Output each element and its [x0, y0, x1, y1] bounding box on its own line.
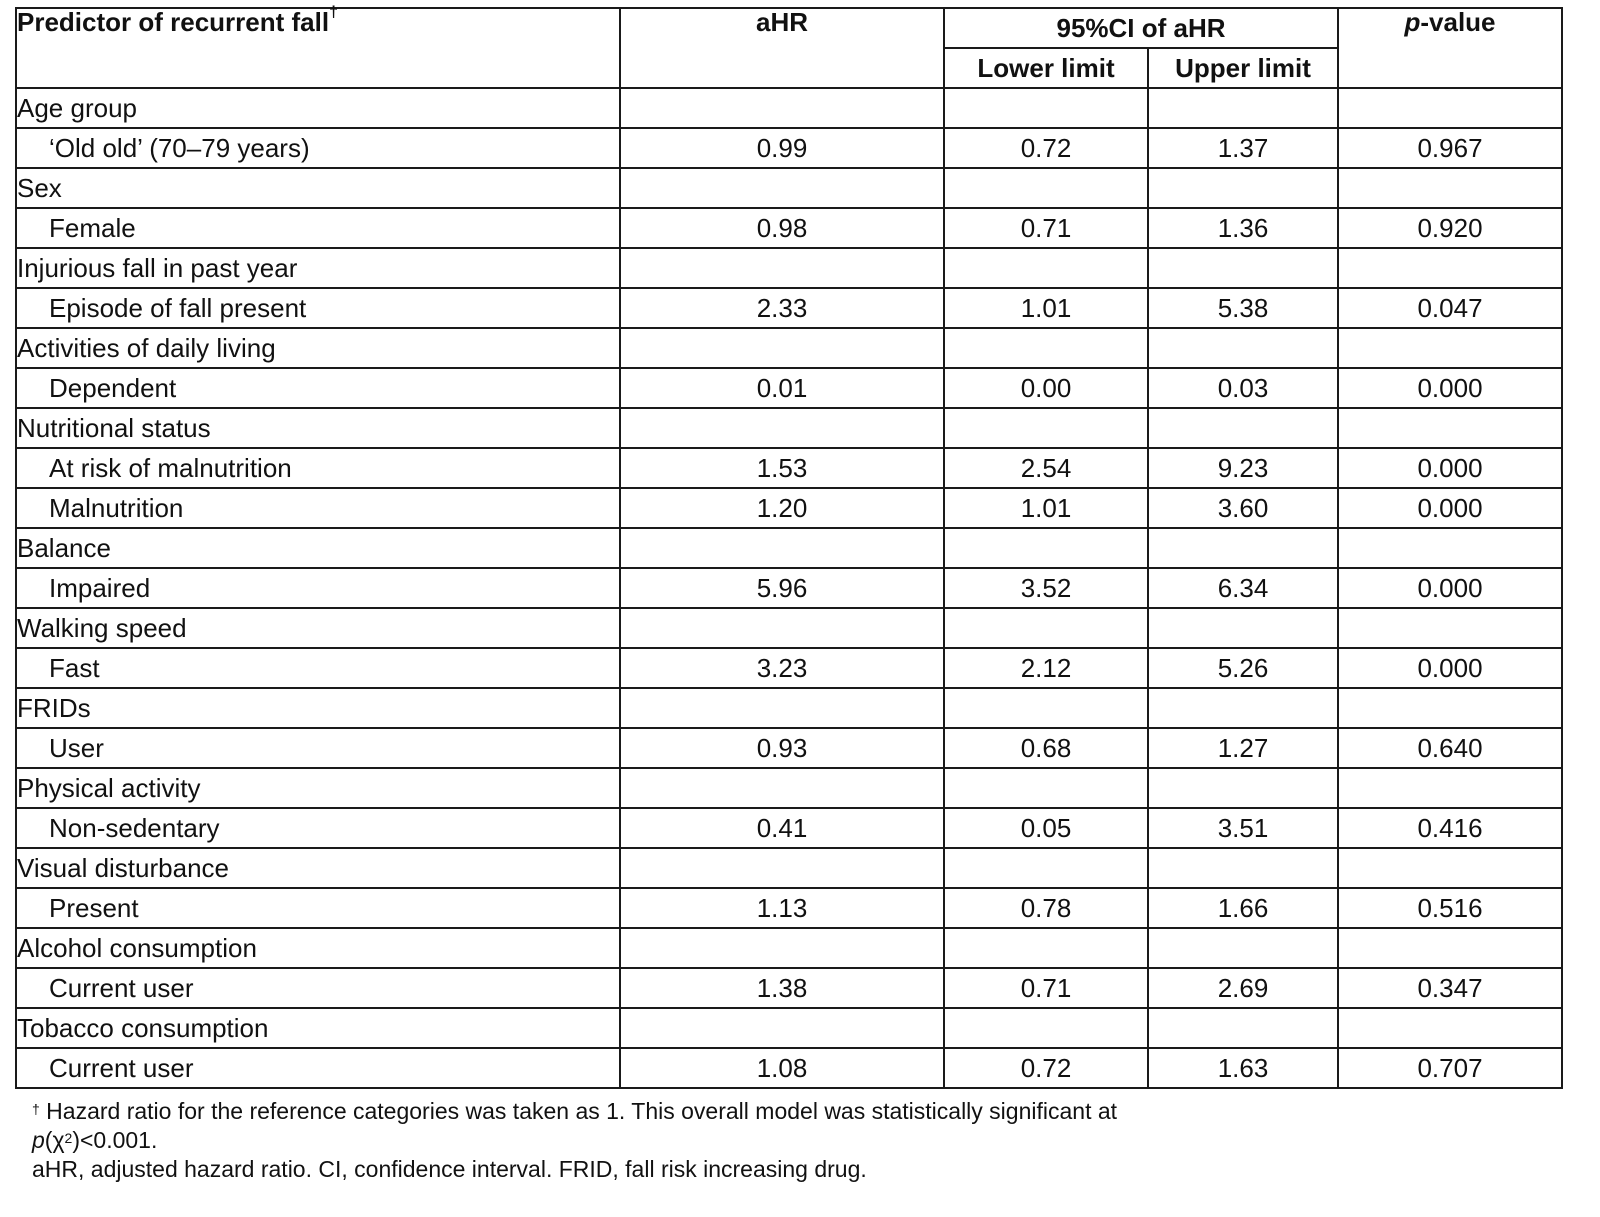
empty-cell: [620, 1008, 944, 1048]
category-label: At risk of malnutrition: [16, 448, 620, 488]
p-value: 0.000: [1338, 368, 1562, 408]
ahr-value: 2.33: [620, 288, 944, 328]
ahr-value: 3.23: [620, 648, 944, 688]
ci-lower-value: 2.12: [944, 648, 1148, 688]
footnote-abbreviations: aHR, adjusted hazard ratio. CI, confidence interval. FRID, fall risk increasing drug.: [32, 1156, 867, 1182]
predictor-group-label: Injurious fall in past year: [16, 248, 620, 288]
ci-upper-value: 9.23: [1148, 448, 1338, 488]
empty-cell: [1148, 768, 1338, 808]
ahr-value: 0.99: [620, 128, 944, 168]
empty-cell: [944, 408, 1148, 448]
p-value: 0.707: [1338, 1048, 1562, 1088]
empty-cell: [1148, 688, 1338, 728]
table-footnotes: [32, 1097, 1332, 1184]
dagger-mark: †: [329, 4, 338, 21]
empty-cell: [1338, 928, 1562, 968]
empty-cell: [944, 528, 1148, 568]
ahr-value: 0.01: [620, 368, 944, 408]
empty-cell: [1148, 408, 1338, 448]
footnote-dagger: † Hazard ratio for the reference categories was taken as 1. This overall model was statistically significant at: [32, 1098, 1118, 1124]
category-label: ‘Old old’ (70–79 years): [16, 128, 620, 168]
table-row: [16, 808, 1562, 848]
table-row: [16, 968, 1562, 1008]
empty-cell: [1148, 608, 1338, 648]
hazard-ratio-table: [15, 4, 1563, 1089]
ahr-value: 1.20: [620, 488, 944, 528]
ci-upper-value: 1.37: [1148, 128, 1338, 168]
table-row: [16, 128, 1562, 168]
group-header-row: [16, 328, 1562, 368]
empty-cell: [944, 928, 1148, 968]
p-value: 0.000: [1338, 488, 1562, 528]
p-value: 0.516: [1338, 888, 1562, 928]
group-header-row: [16, 88, 1562, 128]
ci-upper-value: 1.66: [1148, 888, 1338, 928]
ci-lower-value: 3.52: [944, 568, 1148, 608]
empty-cell: [944, 848, 1148, 888]
p-value: 0.047: [1338, 288, 1562, 328]
empty-cell: [620, 328, 944, 368]
table-row: [16, 208, 1562, 248]
empty-cell: [620, 528, 944, 568]
empty-cell: [620, 608, 944, 648]
ahr-value: 1.13: [620, 888, 944, 928]
ci-lower-value: 0.00: [944, 368, 1148, 408]
empty-cell: [1338, 168, 1562, 208]
predictor-group-label: Alcohol consumption: [16, 928, 620, 968]
category-label: User: [16, 728, 620, 768]
group-header-row: [16, 928, 1562, 968]
ci-upper-value: 6.34: [1148, 568, 1338, 608]
ci-upper-value: 1.63: [1148, 1048, 1338, 1088]
ci-lower-value: 0.05: [944, 808, 1148, 848]
ahr-value: 1.08: [620, 1048, 944, 1088]
empty-cell: [1338, 408, 1562, 448]
empty-cell: [620, 768, 944, 808]
empty-cell: [1338, 608, 1562, 648]
table-row: [16, 728, 1562, 768]
p-value: 0.000: [1338, 448, 1562, 488]
empty-cell: [1148, 168, 1338, 208]
ci-upper-value: 3.60: [1148, 488, 1338, 528]
empty-cell: [944, 248, 1148, 288]
empty-cell: [1148, 528, 1338, 568]
empty-cell: [620, 168, 944, 208]
table-row: [16, 1048, 1562, 1088]
table-row: [16, 568, 1562, 608]
empty-cell: [1148, 328, 1338, 368]
empty-cell: [1338, 688, 1562, 728]
ci-lower-value: 0.72: [944, 128, 1148, 168]
predictor-group-label: Balance: [16, 528, 620, 568]
empty-cell: [1338, 88, 1562, 128]
empty-cell: [1338, 528, 1562, 568]
table-row: [16, 368, 1562, 408]
predictor-group-label: Physical activity: [16, 768, 620, 808]
group-header-row: [16, 688, 1562, 728]
ahr-value: 0.41: [620, 808, 944, 848]
ci-lower-value: 1.01: [944, 288, 1148, 328]
header-row-1: [16, 8, 1562, 48]
ci-lower-value: 0.71: [944, 208, 1148, 248]
ci-upper-value: 2.69: [1148, 968, 1338, 1008]
ci-lower-value: 0.68: [944, 728, 1148, 768]
empty-cell: [944, 168, 1148, 208]
empty-cell: [1338, 848, 1562, 888]
ci-upper-value: 0.03: [1148, 368, 1338, 408]
header-ci-group: 95%CI of aHR: [944, 8, 1338, 48]
group-header-row: [16, 768, 1562, 808]
empty-cell: [1148, 88, 1338, 128]
ahr-value: 0.93: [620, 728, 944, 768]
empty-cell: [944, 328, 1148, 368]
predictor-group-label: Walking speed: [16, 608, 620, 648]
ci-lower-value: 0.72: [944, 1048, 1148, 1088]
group-header-row: [16, 848, 1562, 888]
empty-cell: [1148, 928, 1338, 968]
category-label: Dependent: [16, 368, 620, 408]
header-predictor: Predictor of recurrent fall†: [16, 8, 620, 88]
p-value: 0.000: [1338, 648, 1562, 688]
empty-cell: [620, 408, 944, 448]
empty-cell: [1148, 848, 1338, 888]
table-row: [16, 888, 1562, 928]
group-header-row: [16, 168, 1562, 208]
group-header-row: [16, 528, 1562, 568]
predictor-group-label: Tobacco consumption: [16, 1008, 620, 1048]
empty-cell: [1338, 1008, 1562, 1048]
table-row: [16, 448, 1562, 488]
category-label: Present: [16, 888, 620, 928]
header-ahr: aHR: [620, 8, 944, 88]
p-value: 0.640: [1338, 728, 1562, 768]
category-label: Fast: [16, 648, 620, 688]
empty-cell: [620, 848, 944, 888]
predictor-group-label: Sex: [16, 168, 620, 208]
empty-cell: [1338, 328, 1562, 368]
empty-cell: [944, 608, 1148, 648]
empty-cell: [944, 88, 1148, 128]
p-value: 0.000: [1338, 568, 1562, 608]
ahr-value: 5.96: [620, 568, 944, 608]
table-row: [16, 488, 1562, 528]
group-header-row: [16, 608, 1562, 648]
p-value: 0.416: [1338, 808, 1562, 848]
group-header-row: [16, 248, 1562, 288]
header-p-value: p-value: [1338, 8, 1562, 88]
category-label: Episode of fall present: [16, 288, 620, 328]
table-row: [16, 288, 1562, 328]
empty-cell: [620, 688, 944, 728]
category-label: Current user: [16, 1048, 620, 1088]
ci-lower-value: 0.71: [944, 968, 1148, 1008]
ci-upper-value: 5.38: [1148, 288, 1338, 328]
category-label: Impaired: [16, 568, 620, 608]
p-value: 0.920: [1338, 208, 1562, 248]
ahr-value: 0.98: [620, 208, 944, 248]
group-header-row: [16, 408, 1562, 448]
p-value: 0.347: [1338, 968, 1562, 1008]
group-header-row: [16, 1008, 1562, 1048]
category-label: Female: [16, 208, 620, 248]
ci-lower-value: 0.78: [944, 888, 1148, 928]
empty-cell: [944, 1008, 1148, 1048]
predictor-group-label: Nutritional status: [16, 408, 620, 448]
empty-cell: [620, 248, 944, 288]
table-row: [16, 648, 1562, 688]
category-label: Current user: [16, 968, 620, 1008]
footnote-significance: $p(\chi^2)<0.001$.: [32, 1127, 158, 1153]
empty-cell: [620, 928, 944, 968]
ci-lower-value: 1.01: [944, 488, 1148, 528]
category-label: Non-sedentary: [16, 808, 620, 848]
empty-cell: [1338, 248, 1562, 288]
predictor-group-label: Age group: [16, 88, 620, 128]
predictor-group-label: Visual disturbance: [16, 848, 620, 888]
ci-upper-value: 5.26: [1148, 648, 1338, 688]
predictor-group-label: FRIDs: [16, 688, 620, 728]
empty-cell: [1148, 248, 1338, 288]
header-lower-limit: Lower limit: [944, 48, 1148, 88]
ahr-value: 1.53: [620, 448, 944, 488]
ci-upper-value: 1.36: [1148, 208, 1338, 248]
empty-cell: [620, 88, 944, 128]
category-label: Malnutrition: [16, 488, 620, 528]
p-value: 0.967: [1338, 128, 1562, 168]
ahr-value: 1.38: [620, 968, 944, 1008]
empty-cell: [944, 768, 1148, 808]
header-upper-limit: Upper limit: [1148, 48, 1338, 88]
empty-cell: [1338, 768, 1562, 808]
ci-upper-value: 1.27: [1148, 728, 1338, 768]
ci-upper-value: 3.51: [1148, 808, 1338, 848]
empty-cell: [1148, 1008, 1338, 1048]
ci-lower-value: 2.54: [944, 448, 1148, 488]
predictor-group-label: Activities of daily living: [16, 328, 620, 368]
table-body: [16, 88, 1562, 1088]
empty-cell: [944, 688, 1148, 728]
